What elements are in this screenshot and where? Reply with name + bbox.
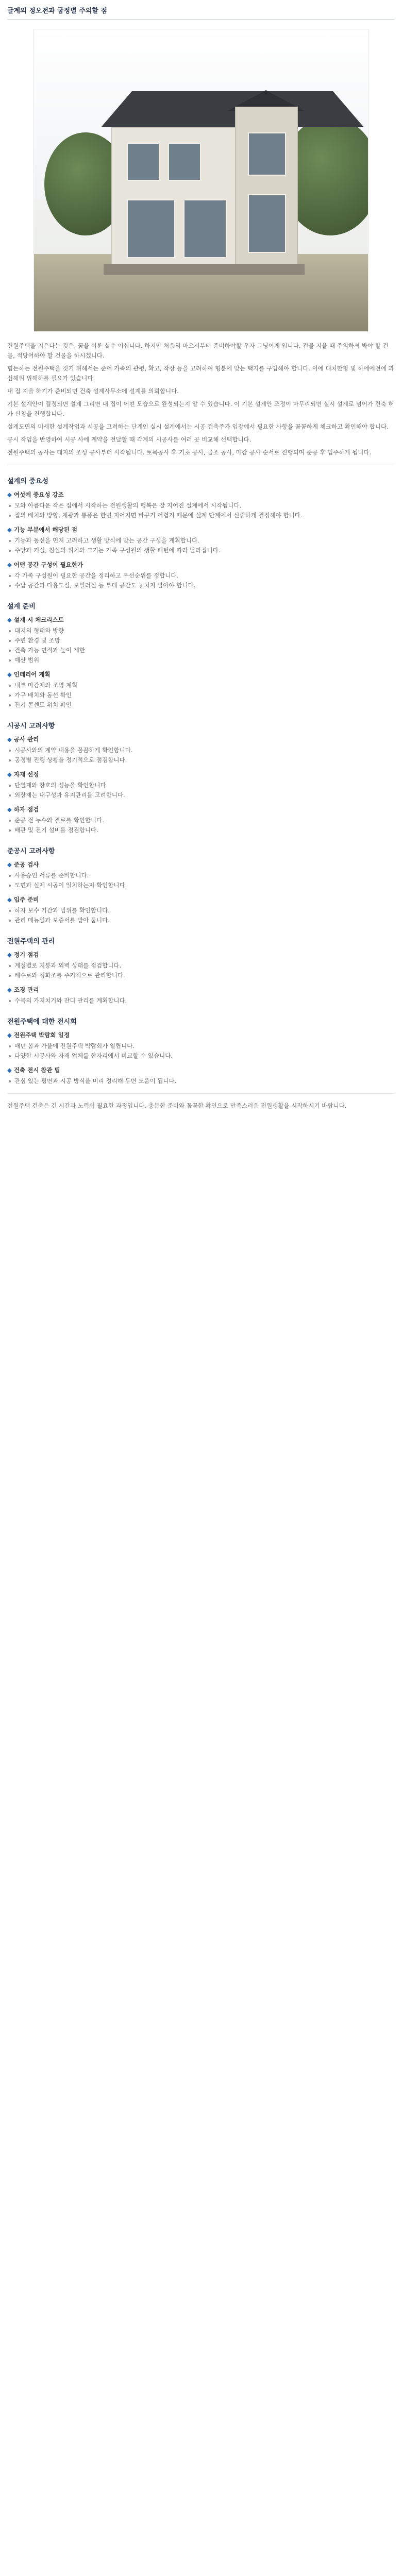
- list-item: 다양한 시공사와 자재 업체를 한자리에서 비교할 수 있습니다.: [7, 1051, 395, 1061]
- list-item: 배수로와 정화조를 주기적으로 관리합니다.: [7, 971, 395, 980]
- intro-paragraph: 공시 작업을 반영하여 시공 사에 계약을 전달할 때 각계의 시공사를 여러 곳 비교해 선택합니다.: [7, 436, 252, 443]
- section-heading: 전원주택의 관리: [7, 938, 55, 945]
- list-item: 관심 있는 평면과 시공 방식을 미리 정리해 두면 도움이 됩니다.: [7, 1076, 395, 1086]
- list-item: 준공 전 누수와 결로를 확인합니다.: [7, 816, 395, 825]
- section-heading: 시공시 고려사항: [7, 722, 55, 730]
- intro-paragraph: 내 집 지을 하기가 준비되면 건축 설계사무소에 설계를 의뢰합니다.: [7, 387, 179, 395]
- section-block: [7, 936, 395, 1006]
- house-photo: [34, 29, 368, 332]
- list-item: 시공사와의 계약 내용을 꼼꼼하게 확인합니다.: [7, 745, 395, 755]
- window: [248, 194, 286, 253]
- intro-paragraph: 전원주택의 공사는 대지의 조성 공사부터 시작됩니다. 토목공사 후 기초 공사, 골조 공사, 마감 공사 순서로 진행되며 준공 후 입주하게 됩니다.: [7, 449, 372, 456]
- list-item: 가구 배치와 동선 확인: [7, 690, 395, 700]
- intro-paragraph: 설계도면의 미세한 설계작업과 시공을 고려하는 단계인 실시 설계에서는 시공 건축주가 입장에서 필요한 사항을 꼼꼼하게 체크하고 확인해야 합니다.: [7, 423, 389, 430]
- list-item: 집의 배치와 방향, 채광과 통풍은 한번 지어지면 바꾸기 어렵기 때문에 설계 단계에서 신중하게 결정해야 합니다.: [7, 511, 395, 520]
- subsection-title: ◆ 자재 선정: [7, 770, 395, 778]
- intro-block: [7, 341, 395, 457]
- list-item: 주방과 거실, 침실의 위치와 크기는 가족 구성원의 생활 패턴에 따라 달라집니다.: [7, 546, 395, 555]
- subsection-title: ◆ 인테리어 계획: [7, 670, 395, 679]
- bullet-list: [7, 745, 395, 765]
- closing-paragraph: 전원주택 건축은 긴 시간과 노력이 필요한 과정입니다. 충분한 준비와 꼼꼼한 확인으로 만족스러운 전원생활을 시작하시기 바랍니다.: [7, 1102, 347, 1109]
- subsection-title: ◆ 입주 준비: [7, 895, 395, 904]
- list-item: 각 가족 구성원이 필요한 공간을 정리하고 우선순위를 정합니다.: [7, 571, 395, 581]
- section-block: [7, 720, 395, 835]
- page-title: 글계의 정오전과 굽정별 주의할 점: [7, 0, 395, 20]
- section-block: [7, 476, 395, 590]
- bullet-list: [7, 906, 395, 925]
- window: [127, 199, 175, 258]
- bullet-list: [7, 501, 395, 520]
- list-item: 하자 보수 기간과 범위를 확인합니다.: [7, 906, 395, 916]
- list-item: 건축 가능 면적과 높이 제한: [7, 646, 395, 655]
- subsection-title: ◆ 공사 관리: [7, 735, 395, 743]
- section-heading: 설계 준비: [7, 603, 36, 611]
- intro-paragraph: 힘든하는 전원주택을 짓기 위해서는 준어 가족의 관평, 확고, 작장 등을 고려하여 형분에 맞는 택지를 구입해야 합니다. 이에 대처한형 및 하에에전에 과심해위 위해하를 필요가 있습니다.: [7, 365, 394, 382]
- subsection-title: ◆ 건축 전시 참관 팁: [7, 1066, 395, 1074]
- section-heading: 준공시 고려사항: [7, 848, 55, 855]
- list-item: 예산 범위: [7, 655, 395, 665]
- subsection-title: ◆ 설계 시 체크리스트: [7, 616, 395, 624]
- bullet-list: [7, 681, 395, 710]
- bullet-list: [7, 626, 395, 665]
- bullet-list: [7, 536, 395, 555]
- intro-paragraph: 전원주택을 지은다는 것은, 꿈을 이룬 실수 이십니다. 하지만 처음의 마으서부터 준비하야할 우자 그닝이게 입니다. 건물 지을 때 주의하셔 봐야 할 건물, 적당어하야 할 건물을 하시겠니다.: [7, 342, 389, 359]
- bullet-list: [7, 816, 395, 835]
- list-item: 배관 및 전기 설비를 점검합니다.: [7, 825, 395, 835]
- window: [248, 132, 286, 176]
- subsection-title: ◆ 여섯에 중요성 강조: [7, 490, 395, 499]
- window: [127, 143, 160, 181]
- list-item: 계절별로 지붕과 외벽 상태를 점검합니다.: [7, 961, 395, 971]
- list-item: 공정별 진행 상황을 정기적으로 점검합니다.: [7, 755, 395, 765]
- bullet-list: [7, 1041, 395, 1061]
- bullet-list: [7, 571, 395, 590]
- list-item: 기능과 동선을 먼저 고려하고 생활 방식에 맞는 공간 구성을 계획합니다.: [7, 536, 395, 546]
- list-item: 대지의 형태와 방향: [7, 626, 395, 636]
- sections-container: [7, 476, 395, 1086]
- bullet-list: [7, 996, 395, 1006]
- list-item: 내부 마감재와 조명 계획: [7, 681, 395, 690]
- subsection-title: ◆ 어떤 공간 구성이 필요한가: [7, 561, 395, 569]
- subsection-title: ◆ 조경 관리: [7, 986, 395, 994]
- list-item: 도면과 실제 시공이 일치하는지 확인합니다.: [7, 880, 395, 890]
- subsection-title: ◆ 하자 점검: [7, 805, 395, 814]
- window: [168, 143, 201, 181]
- list-item: 수목의 가지치기와 잔디 관리를 계획합니다.: [7, 996, 395, 1006]
- bullet-list: [7, 1076, 395, 1086]
- list-item: 관리 매뉴얼과 보증서를 받아 둡니다.: [7, 916, 395, 925]
- article: [0, 0, 402, 1129]
- section-block: [7, 1016, 395, 1086]
- divider: [7, 1093, 395, 1094]
- subsection-title: ◆ 준공 검사: [7, 860, 395, 869]
- list-item: 주변 환경 및 조망: [7, 636, 395, 646]
- section-heading: 설계의 중요성: [7, 478, 48, 485]
- section-block: [7, 845, 395, 925]
- bullet-list: [7, 781, 395, 800]
- section-block: [7, 601, 395, 710]
- list-item: 모와 아름다운 작은 집에서 시작하는 전원생활의 행복은 잘 지어진 설계에서 시작됩니다.: [7, 501, 395, 511]
- section-heading: 전원주택에 대한 전시회: [7, 1018, 77, 1026]
- window: [183, 199, 227, 258]
- list-item: 외장재는 내구성과 유지관리를 고려합니다.: [7, 790, 395, 800]
- list-item: 사용승인 서류를 준비합니다.: [7, 871, 395, 880]
- bullet-list: [7, 961, 395, 980]
- subsection-title: ◆ 전원주택 박람회 일정: [7, 1031, 395, 1039]
- intro-paragraph: 기본 설계안이 결정되면 설계 그리면 내 집이 어떤 모습으로 완성되는지 알 수 있습니다. 이 기본 설계안 조정이 마무리되면 실시 설계로 넘어가 건축 허가 신청을 진행합니다.: [7, 400, 394, 417]
- list-item: 수납 공간과 다용도실, 보일러실 등 부대 공간도 놓치지 말아야 합니다.: [7, 581, 395, 590]
- list-item: 단열재와 창호의 성능을 확인합니다.: [7, 781, 395, 790]
- subsection-title: ◆ 기능 부분에서 해당된 점: [7, 526, 395, 534]
- subsection-title: ◆ 정기 점검: [7, 951, 395, 959]
- bullet-list: [7, 871, 395, 890]
- list-item: 전기 콘센트 위치 확인: [7, 700, 395, 710]
- list-item: 매년 봄과 가을에 전원주택 박람회가 열립니다.: [7, 1041, 395, 1051]
